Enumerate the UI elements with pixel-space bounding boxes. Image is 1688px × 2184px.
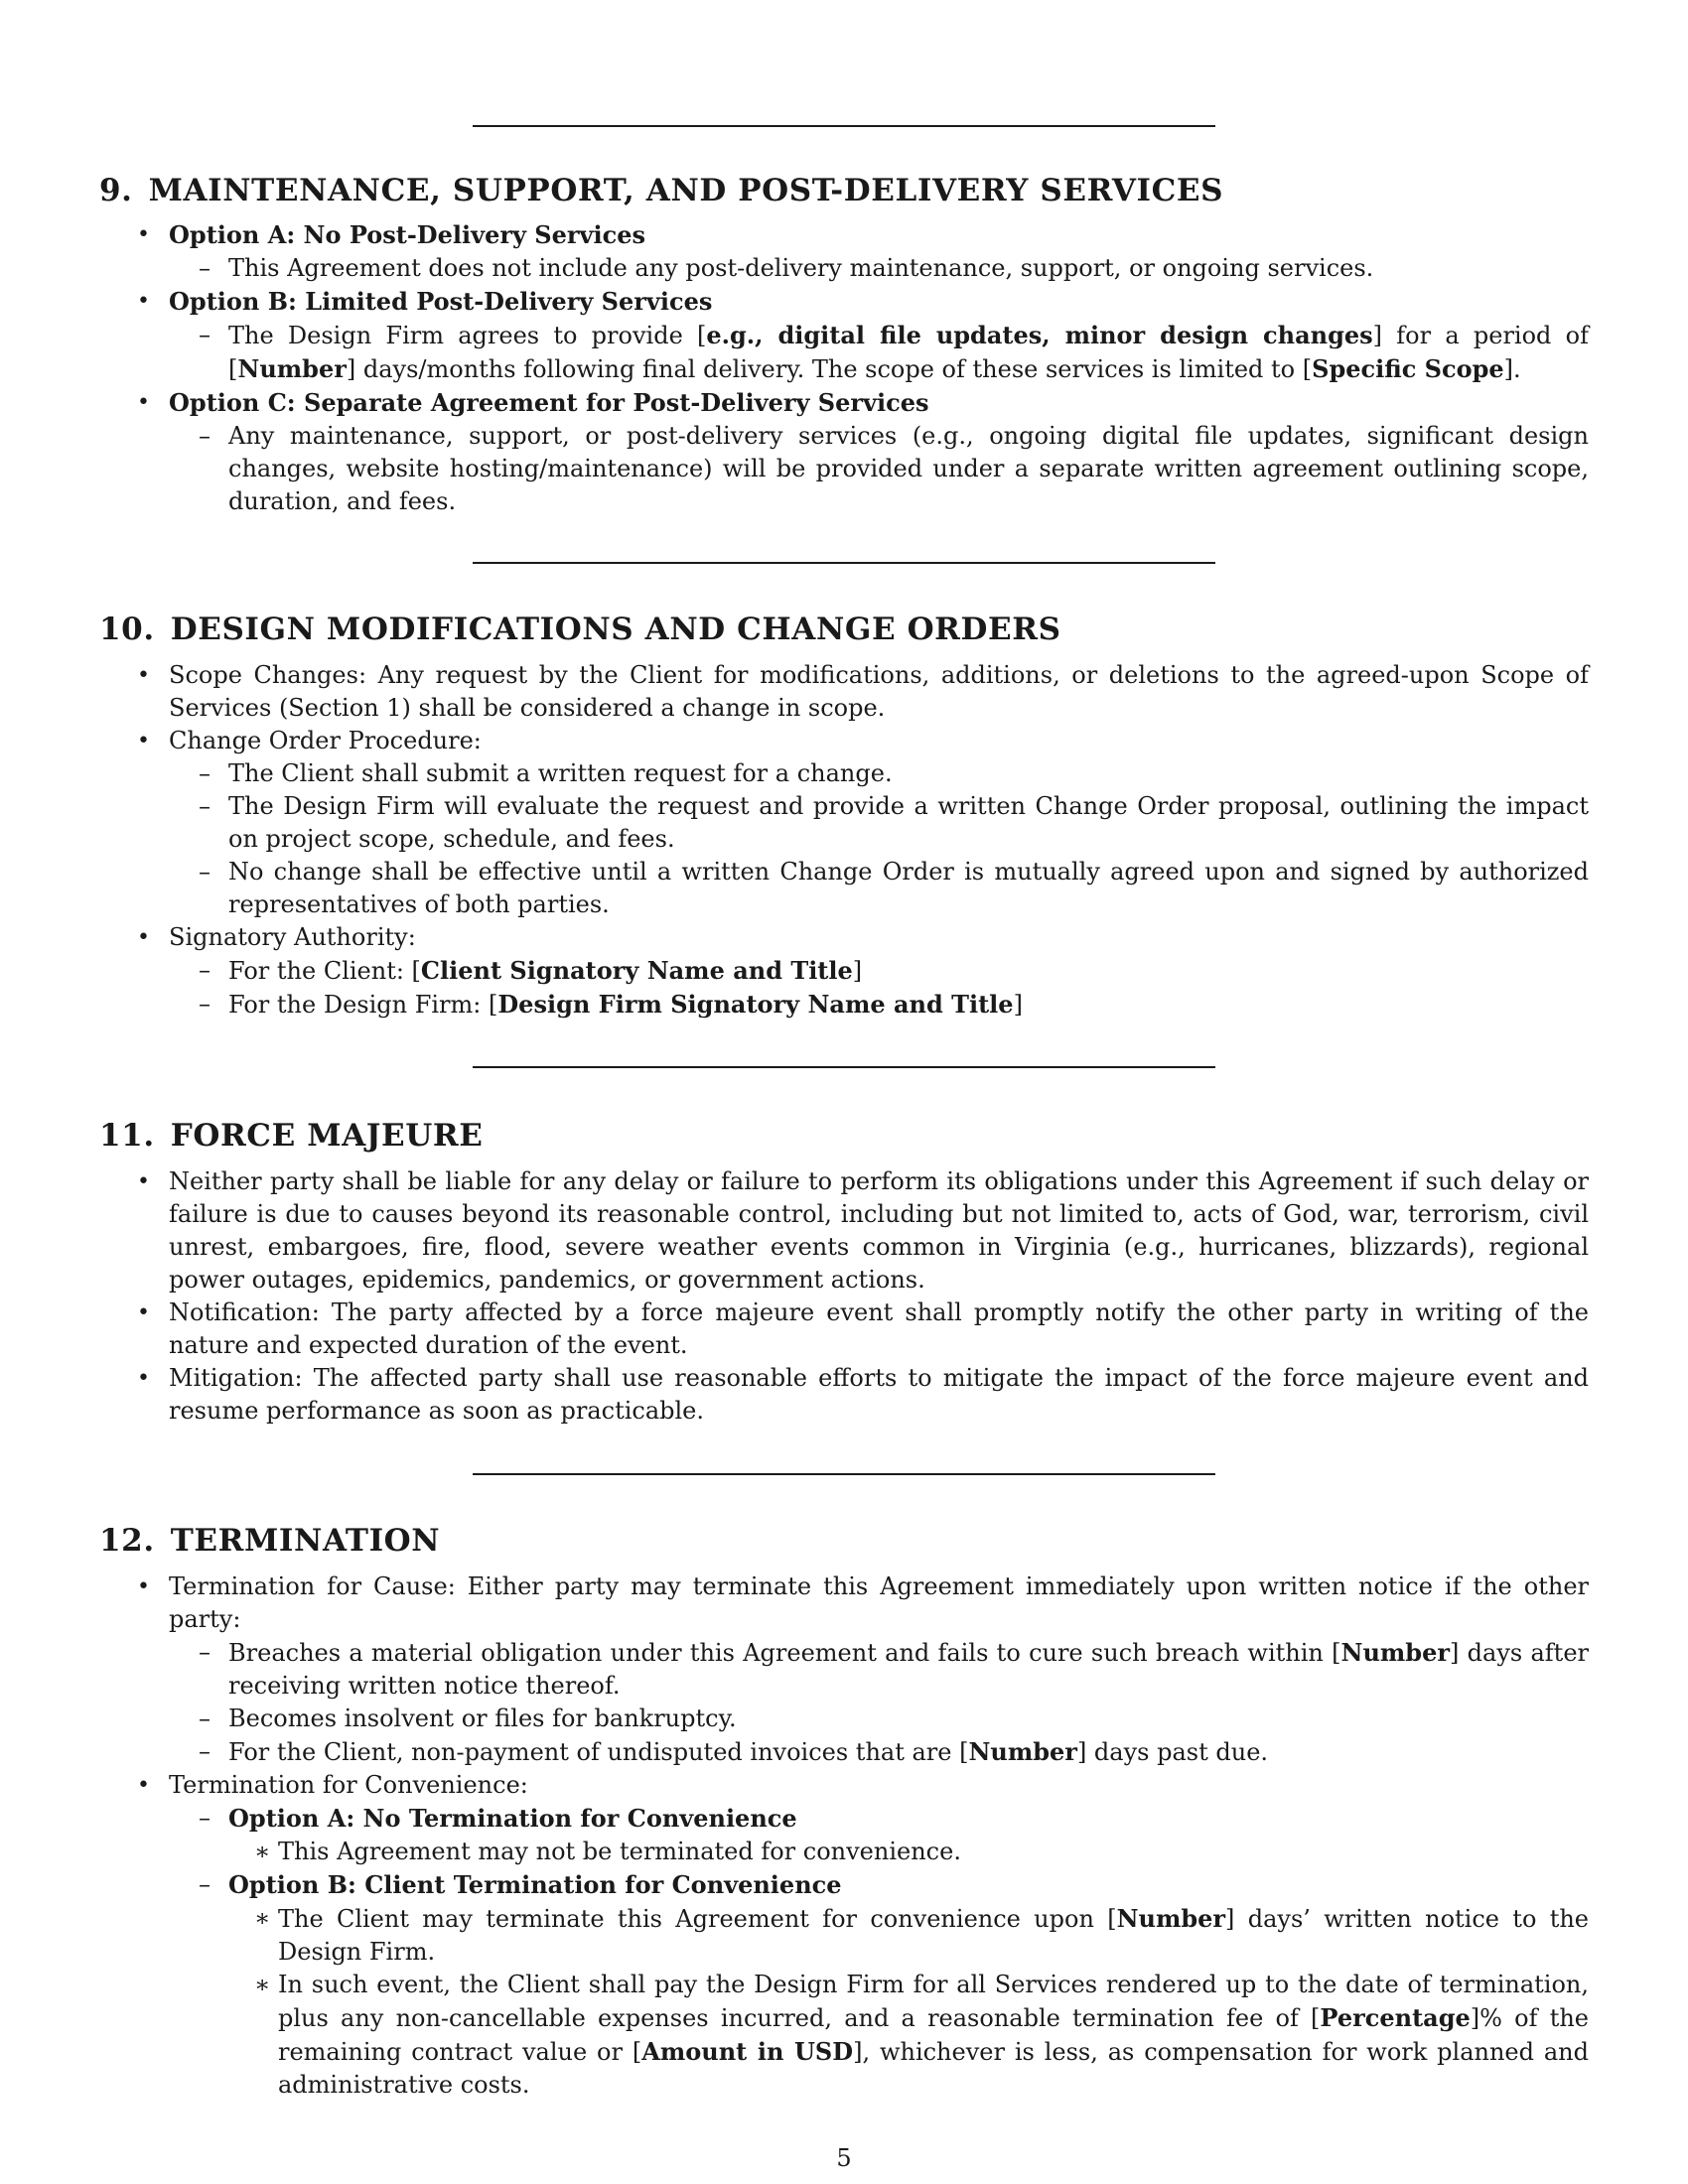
option-a-title: Option A: No Post-Delivery Services	[169, 220, 645, 249]
divider	[473, 1066, 1215, 1068]
section-heading: 9. MAINTENANCE, SUPPORT, AND POST-DELIVERY SERVICES	[99, 173, 1224, 208]
section-11: 11. FORCE MAJEURE • Neither party shall be liable for any delay or failure to perform its obligations under this Agreement if such delay or failure is due to causes beyond its reasonable control, including but not limited to, acts of God, war, terrorism, civil unrest, embargoes, fire, flood, severe weather events common in Virginia (e.g., hurricanes, blizzards), regional power outages, epidemics, pandemics, or government actions. • Notification: The party affected by a force majeure event shall promptly notify the other party in writing of the nature and expected duration of the event. • Mitigation: The affected party shall use reasonable efforts to mitigate the impact of the force majeure event and resume performance as soon as practicable.	[99, 1118, 1589, 1425]
firm-signatory-placeholder: Design Firm Signatory Name and Title	[497, 990, 1014, 1019]
divider	[473, 125, 1215, 127]
section-10: 10. DESIGN MODIFICATIONS AND CHANGE ORDERS • Scope Changes: Any request by the Client for modifications, additions, or deletions to the agreed-upon Scope of Services (Section 1) shall be considered a change in scope. • Change Order Procedure: – The Client shall submit a written request for a change. – The Design Firm will evaluate the request and provide a written Change Order proposal, outlining the impact on project scope, schedule, and fees. – No change shall be effective until a written Change Order is mutually agreed upon and signed by authorized representatives of both parties. • Signatory Authority: – For the Client: [Client Signatory Name and Title] – For the Design Firm: [Design Firm Signatory Name and Title]	[99, 612, 1589, 1019]
divider	[473, 1473, 1215, 1475]
section-heading: 12. TERMINATION	[99, 1523, 441, 1559]
client-signatory-placeholder: Client Signatory Name and Title	[420, 956, 853, 985]
section-12: 12. TERMINATION • Termination for Cause: Either party may terminate this Agreement immediately upon written notice if the other party: – Breaches a material obligation under this Agreement and fails to cure such breach within [Number] days after receiving written notice thereof. – Becomes insolvent or files for bankruptcy. – For the Client, non-payment of undisputed invoices that are [Number] days past due. • Termination for Convenience: – Option A: No Termination for Convenience ∗ This Agreement may not be terminated for convenience. – Option B: Client Termination for Convenience ∗ The Client may terminate this Agreement for convenience upon [Number] days’ written notice to the Design Firm. ∗ In such event, the Client shall pay the Design Firm for all Services rendered up to the date of termination, plus any non-cancellable expenses incurred, and a reasonable termination fee of [Percentage]% of the remaining contract value or [Amount in USD], whichever is less, as compensation for work planned and administrative costs.	[99, 1523, 1590, 2099]
section-heading: 11. FORCE MAJEURE	[99, 1118, 484, 1154]
section-heading: 10. DESIGN MODIFICATIONS AND CHANGE ORDERS	[99, 612, 1061, 647]
option-b-title: Option B: Limited Post-Delivery Services	[169, 287, 713, 316]
divider	[473, 562, 1215, 564]
page-number: 5	[836, 2144, 852, 2172]
section-9: 9. MAINTENANCE, SUPPORT, AND POST-DELIVERY SERVICES • Option A: No Post-Delivery Services – This Agreement does not include any post-delivery maintenance, support, or ongoing services. • Option B: Limited Post-Delivery Services – The Design Firm agrees to provide [e.g., digital file updates, minor design changes] for a period of [Number] days/months following final delivery. The scope of these services is limited to [Specific Scope]. • Option C: Separate Agreement for Post-Delivery Services – Any maintenance, support, or post-delivery services (e.g., ongoing digital file updates, significant design changes, website hosting/maintenance) will be provided under a separate written agreement outlining scope, duration, and fees.	[99, 173, 1589, 515]
option-c-title: Option C: Separate Agreement for Post-Delivery Services	[169, 388, 929, 417]
